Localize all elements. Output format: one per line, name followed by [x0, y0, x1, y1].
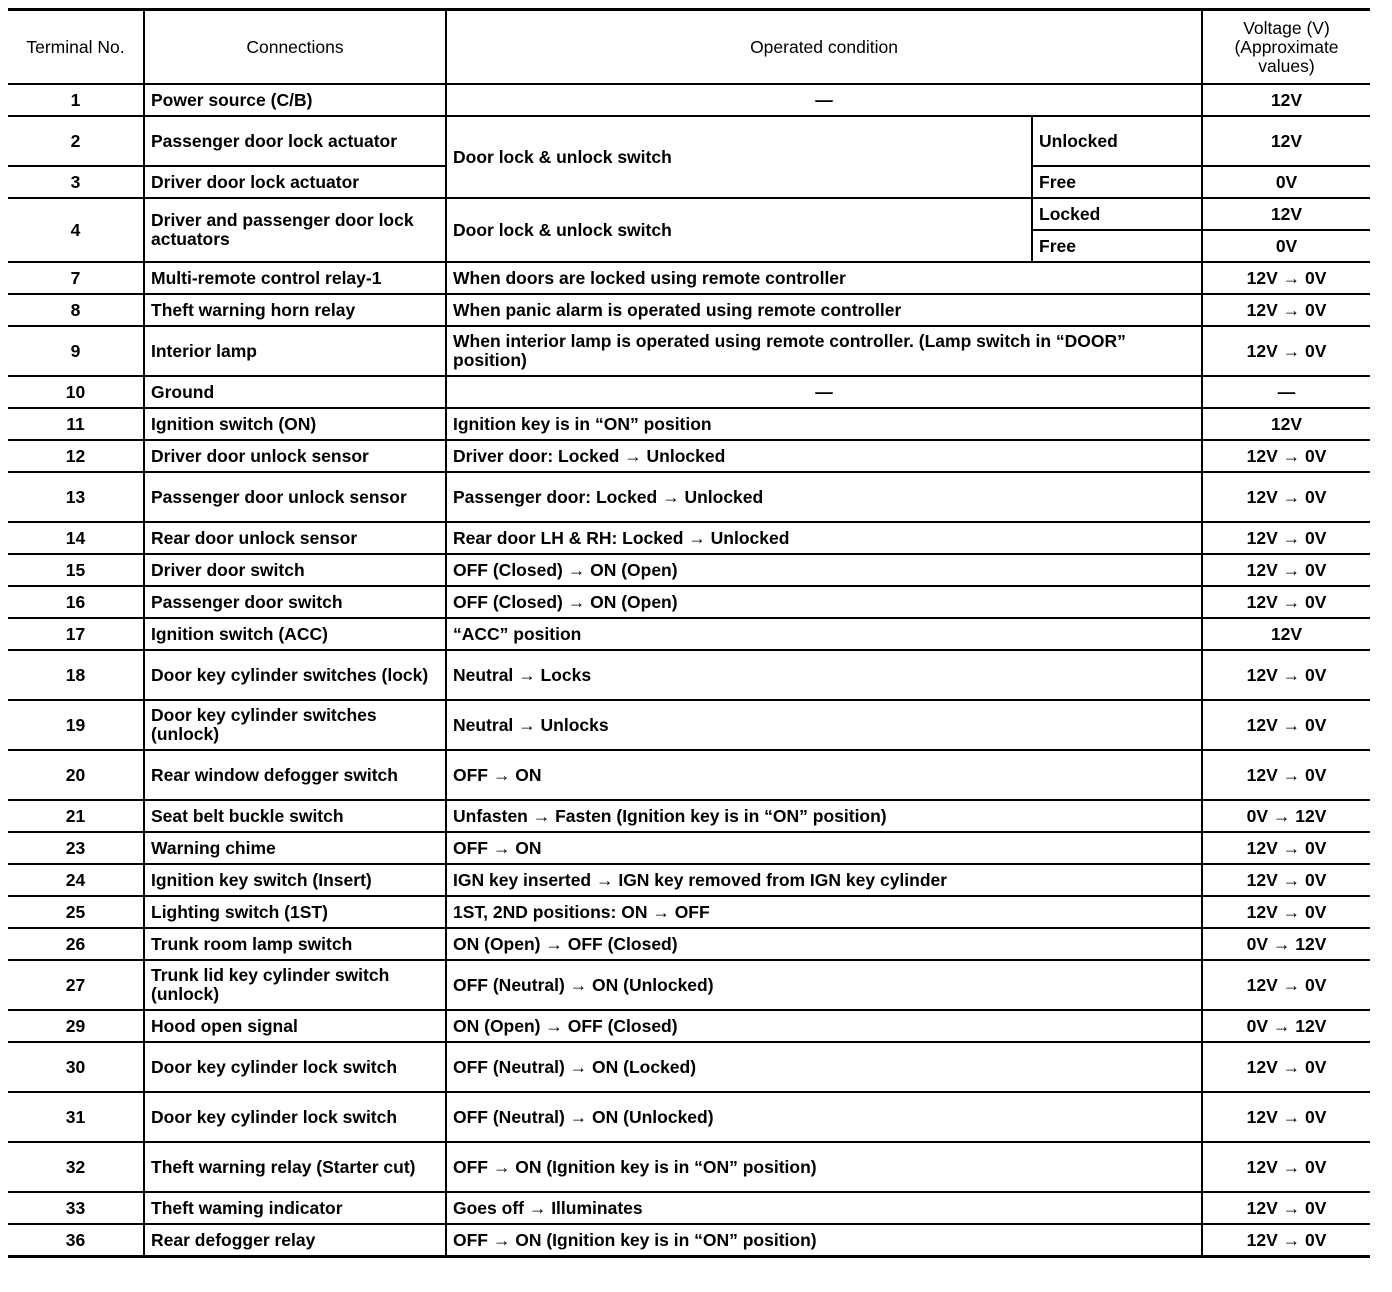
voltage-value: 0V → 12V — [1202, 928, 1370, 960]
table-row — [8, 800, 1370, 832]
voltage-value: 12V → 0V — [1202, 1042, 1370, 1092]
connection: Ignition key switch (Insert) — [144, 864, 446, 896]
operated-condition: When interior lamp is operated using remote controller. (Lamp switch in “DOOR” position) — [446, 326, 1202, 376]
table-row — [8, 896, 1370, 928]
sub-condition: Unlocked — [1032, 116, 1202, 166]
operated-condition: Rear door LH & RH: Locked → Unlocked — [446, 522, 1202, 554]
header-voltage: Voltage (V) (Approximate values) — [1202, 10, 1370, 85]
terminal-no: 32 — [8, 1142, 144, 1192]
operated-condition: Driver door: Locked → Unlocked — [446, 440, 1202, 472]
sub-condition: Free — [1032, 166, 1202, 198]
voltage-value: 12V → 0V — [1202, 1092, 1370, 1142]
table-row — [8, 408, 1370, 440]
connection: Interior lamp — [144, 326, 446, 376]
terminal-no: 27 — [8, 960, 144, 1010]
voltage-value: 12V → 0V — [1202, 896, 1370, 928]
connection: Driver and passenger door lock actuators — [144, 198, 446, 262]
connection: Door key cylinder switches (lock) — [144, 650, 446, 700]
table-row — [8, 618, 1370, 650]
voltage-value: 12V — [1202, 618, 1370, 650]
table-row — [8, 294, 1370, 326]
connection: Driver door lock actuator — [144, 166, 446, 198]
table-row — [8, 750, 1370, 800]
terminal-no: 18 — [8, 650, 144, 700]
connection: Passenger door lock actuator — [144, 116, 446, 166]
terminal-no: 25 — [8, 896, 144, 928]
connection: Seat belt buckle switch — [144, 800, 446, 832]
connection: Rear door unlock sensor — [144, 522, 446, 554]
operated-condition: Neutral → Unlocks — [446, 700, 1202, 750]
operated-condition: OFF → ON (Ignition key is in “ON” position) — [446, 1224, 1202, 1257]
terminal-no: 12 — [8, 440, 144, 472]
voltage-value: 12V → 0V — [1202, 294, 1370, 326]
connection: Driver door unlock sensor — [144, 440, 446, 472]
operated-condition: OFF (Closed) → ON (Open) — [446, 586, 1202, 618]
table-row — [8, 1224, 1370, 1257]
terminal-no: 16 — [8, 586, 144, 618]
connection: Trunk room lamp switch — [144, 928, 446, 960]
voltage-value: 12V → 0V — [1202, 1224, 1370, 1257]
terminal-no: 7 — [8, 262, 144, 294]
table-row — [8, 960, 1370, 1010]
voltage-value: 12V — [1202, 116, 1370, 166]
voltage-value: 12V → 0V — [1202, 960, 1370, 1010]
terminal-no: 21 — [8, 800, 144, 832]
connection: Trunk lid key cylinder switch (unlock) — [144, 960, 446, 1010]
header-row — [8, 10, 1370, 85]
voltage-value: 12V → 0V — [1202, 326, 1370, 376]
connection: Rear defogger relay — [144, 1224, 446, 1257]
operated-condition: Ignition key is in “ON” position — [446, 408, 1202, 440]
sub-condition: Locked — [1032, 198, 1202, 230]
operated-condition: “ACC” position — [446, 618, 1202, 650]
table-row — [8, 1092, 1370, 1142]
table-row — [8, 1042, 1370, 1092]
connection: Ground — [144, 376, 446, 408]
connection: Theft warning horn relay — [144, 294, 446, 326]
terminal-no: 24 — [8, 864, 144, 896]
operated-condition: When panic alarm is operated using remote controller — [446, 294, 1202, 326]
operated-condition: — — [446, 84, 1202, 116]
terminal-no: 17 — [8, 618, 144, 650]
terminal-no: 31 — [8, 1092, 144, 1142]
connection: Door key cylinder lock switch — [144, 1042, 446, 1092]
connection: Theft warning relay (Starter cut) — [144, 1142, 446, 1192]
voltage-value: 12V → 0V — [1202, 864, 1370, 896]
terminal-no: 9 — [8, 326, 144, 376]
terminal-no: 23 — [8, 832, 144, 864]
terminal-no: 10 — [8, 376, 144, 408]
table-row — [8, 84, 1370, 116]
terminal-no: 20 — [8, 750, 144, 800]
terminal-no: 8 — [8, 294, 144, 326]
sub-condition: Free — [1032, 230, 1202, 262]
header-terminal: Terminal No. — [8, 10, 144, 85]
operated-condition: OFF → ON — [446, 750, 1202, 800]
connection: Ignition switch (ACC) — [144, 618, 446, 650]
voltage-value: 0V → 12V — [1202, 800, 1370, 832]
operated-condition: OFF → ON — [446, 832, 1202, 864]
voltage-value: 12V → 0V — [1202, 832, 1370, 864]
connection: Passenger door switch — [144, 586, 446, 618]
terminal-no: 11 — [8, 408, 144, 440]
operated-condition: Goes off → Illuminates — [446, 1192, 1202, 1224]
table-row — [8, 928, 1370, 960]
table-row — [8, 440, 1370, 472]
connection: Door key cylinder lock switch — [144, 1092, 446, 1142]
voltage-value: 12V — [1202, 408, 1370, 440]
operated-condition: — — [446, 376, 1202, 408]
connection: Rear window defogger switch — [144, 750, 446, 800]
table-row — [8, 198, 1370, 230]
connection: Door key cylinder switches (unlock) — [144, 700, 446, 750]
operated-condition: Door lock & unlock switch — [446, 198, 1032, 262]
operated-condition: OFF (Neutral) → ON (Locked) — [446, 1042, 1202, 1092]
voltage-value: 0V → 12V — [1202, 1010, 1370, 1042]
terminal-no: 36 — [8, 1224, 144, 1257]
table-row — [8, 1010, 1370, 1042]
connection: Passenger door unlock sensor — [144, 472, 446, 522]
header-connections: Connections — [144, 10, 446, 85]
operated-condition: Door lock & unlock switch — [446, 116, 1032, 198]
voltage-value: 12V → 0V — [1202, 1142, 1370, 1192]
connection: Lighting switch (1ST) — [144, 896, 446, 928]
voltage-value: 12V → 0V — [1202, 586, 1370, 618]
table-row — [8, 650, 1370, 700]
table-row — [8, 586, 1370, 618]
voltage-value: 0V — [1202, 230, 1370, 262]
connection: Driver door switch — [144, 554, 446, 586]
operated-condition: When doors are locked using remote controller — [446, 262, 1202, 294]
operated-condition: OFF (Neutral) → ON (Unlocked) — [446, 960, 1202, 1010]
terminal-no: 29 — [8, 1010, 144, 1042]
voltage-value: 12V → 0V — [1202, 750, 1370, 800]
terminal-no: 3 — [8, 166, 144, 198]
connection: Multi-remote control relay-1 — [144, 262, 446, 294]
table-row — [8, 832, 1370, 864]
operated-condition: OFF (Neutral) → ON (Unlocked) — [446, 1092, 1202, 1142]
connection: Hood open signal — [144, 1010, 446, 1042]
voltage-value: 12V → 0V — [1202, 262, 1370, 294]
terminal-no: 19 — [8, 700, 144, 750]
terminal-no: 15 — [8, 554, 144, 586]
terminal-no: 33 — [8, 1192, 144, 1224]
operated-condition: Passenger door: Locked → Unlocked — [446, 472, 1202, 522]
terminal-no: 2 — [8, 116, 144, 166]
table-row — [8, 472, 1370, 522]
terminal-no: 26 — [8, 928, 144, 960]
voltage-value: 12V — [1202, 198, 1370, 230]
terminal-no: 14 — [8, 522, 144, 554]
header-condition: Operated condition — [446, 10, 1202, 85]
operated-condition: IGN key inserted → IGN key removed from IGN key cylinder — [446, 864, 1202, 896]
operated-condition: 1ST, 2ND positions: ON → OFF — [446, 896, 1202, 928]
operated-condition: OFF → ON (Ignition key is in “ON” position) — [446, 1142, 1202, 1192]
voltage-value: 12V → 0V — [1202, 700, 1370, 750]
voltage-value: 12V → 0V — [1202, 1192, 1370, 1224]
terminal-table — [8, 8, 1370, 1258]
terminal-no: 13 — [8, 472, 144, 522]
operated-condition: OFF (Closed) → ON (Open) — [446, 554, 1202, 586]
table-row — [8, 326, 1370, 376]
table-row — [8, 864, 1370, 896]
table-row — [8, 376, 1370, 408]
voltage-value: 12V → 0V — [1202, 650, 1370, 700]
connection: Ignition switch (ON) — [144, 408, 446, 440]
terminal-no: 4 — [8, 198, 144, 262]
table-row — [8, 1192, 1370, 1224]
table-row — [8, 522, 1370, 554]
table-row — [8, 1142, 1370, 1192]
voltage-value: 12V → 0V — [1202, 440, 1370, 472]
terminal-no: 30 — [8, 1042, 144, 1092]
table-row — [8, 116, 1370, 166]
table-row — [8, 262, 1370, 294]
voltage-value: 12V — [1202, 84, 1370, 116]
voltage-value: 12V → 0V — [1202, 472, 1370, 522]
terminal-no: 1 — [8, 84, 144, 116]
voltage-value: 12V → 0V — [1202, 554, 1370, 586]
voltage-value: 12V → 0V — [1202, 522, 1370, 554]
operated-condition: Unfasten → Fasten (Ignition key is in “ON” position) — [446, 800, 1202, 832]
voltage-value: — — [1202, 376, 1370, 408]
connection: Warning chime — [144, 832, 446, 864]
operated-condition: ON (Open) → OFF (Closed) — [446, 928, 1202, 960]
voltage-value: 0V — [1202, 166, 1370, 198]
table-row — [8, 554, 1370, 586]
table-row — [8, 700, 1370, 750]
connection: Theft waming indicator — [144, 1192, 446, 1224]
operated-condition: ON (Open) → OFF (Closed) — [446, 1010, 1202, 1042]
connection: Power source (C/B) — [144, 84, 446, 116]
operated-condition: Neutral → Locks — [446, 650, 1202, 700]
